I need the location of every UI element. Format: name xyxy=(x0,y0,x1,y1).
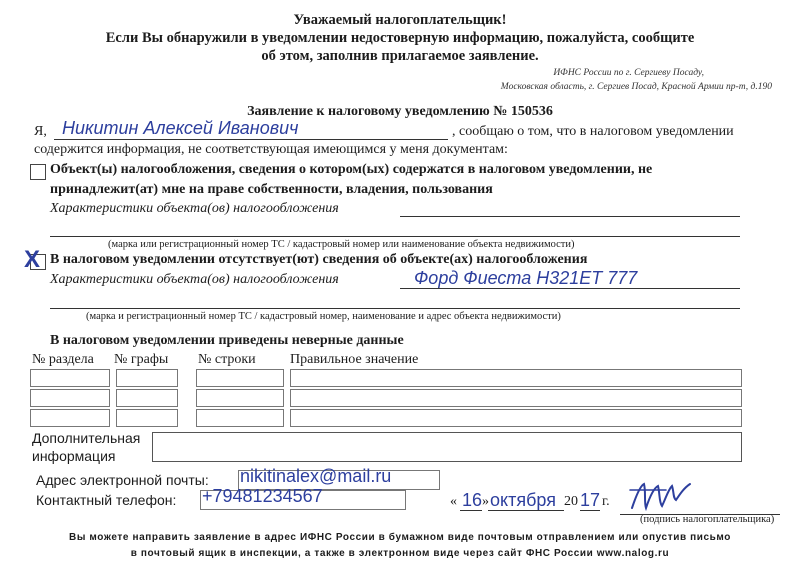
phone-value: +79481234567 xyxy=(202,486,323,506)
header-request-line: Если Вы обнаружили в уведомлении недостоверную информацию, пожалуйста, сообщите xyxy=(105,30,695,46)
header-request-line-2: об этом, заполнив прилагаемое заявление. xyxy=(261,48,539,64)
date-quote-open: « xyxy=(450,494,457,509)
row3-row-field[interactable] xyxy=(196,409,284,427)
row1-section-field[interactable] xyxy=(30,369,110,387)
row2-section-field[interactable] xyxy=(30,389,110,407)
option2-characteristics-label: Характеристики объекта(ов) налогообложения xyxy=(50,272,339,287)
date-day-field[interactable]: 16 xyxy=(462,490,483,510)
option1-characteristics-label: Характеристики объекта(ов) налогообложения xyxy=(50,201,339,216)
additional-label-line-2: информация xyxy=(32,448,116,464)
option2-text-line-1: В налоговом уведомлении отсутствует(ют) сведения об объекте(ах) налогообложения xyxy=(50,252,588,267)
phone-label: Контактный телефон: xyxy=(36,492,177,508)
date-year-prefix: 20 xyxy=(564,494,578,509)
form-title: Заявление к налоговому уведомлению № 150536 xyxy=(247,104,553,119)
ya-label: Я, xyxy=(34,124,47,139)
signature-icon xyxy=(626,478,696,516)
row3-value-field[interactable] xyxy=(290,409,742,427)
tax-office-address: Московская область, г. Сергиев Посад, Красной Армии пр-т, д.190 xyxy=(500,82,772,92)
email-label: Адрес электронной почты: xyxy=(36,472,209,488)
row3-column-field[interactable] xyxy=(116,409,178,427)
option2-characteristics-field[interactable]: Форд Фиеста Н321ЕТ 777 xyxy=(414,268,638,288)
row3-section-field[interactable] xyxy=(30,409,110,427)
tax-office-name: ИФНС России по г. Сергиеву Посаду, xyxy=(553,68,704,78)
option1-caption: (марка или регистрационный номер ТС / кадастровый номер или наименование объекта недвижимости) xyxy=(108,239,575,250)
header-greeting: Уважаемый налогоплательщик! xyxy=(293,12,507,28)
option2-caption: (марка и регистрационный номер ТС / кадастровый номер, наименование и адрес объекта недвижимости) xyxy=(86,311,561,322)
additional-label-line-1: Дополнительная xyxy=(32,430,141,446)
option1-text-line-2: принадлежит(ат) мне на праве собственности, владения, пользования xyxy=(50,182,493,197)
option2-check-mark: X xyxy=(24,246,41,273)
footer-line-1: Вы можете направить заявление в адрес ИФНС России в бумажном виде почтовым отправлением или опустив письмо xyxy=(69,532,731,543)
email-value: nikitinalex@mail.ru xyxy=(240,466,392,486)
row1-row-field[interactable] xyxy=(196,369,284,387)
intro-line-2: содержится информация, не соответствующая имеющимся у меня документам: xyxy=(34,142,508,157)
date-year-field[interactable]: 17 xyxy=(580,490,601,510)
row2-row-field[interactable] xyxy=(196,389,284,407)
date-month-field[interactable]: октября xyxy=(490,490,556,510)
row2-column-field[interactable] xyxy=(116,389,178,407)
intro-tail: , сообщаю о том, что в налоговом уведомлении xyxy=(452,124,734,139)
additional-info-field[interactable] xyxy=(152,432,742,462)
option1-text-line-1: Объект(ы) налогообложения, сведения о котором(ых) содержатся в налоговом уведомлении, не xyxy=(50,162,653,177)
row1-column-field[interactable] xyxy=(116,369,178,387)
footer-line-2: в почтовый ящик в инспекции, а также в электронном виде через сайт ФНС России www.nalog.ru xyxy=(130,548,670,559)
column-correct-value: Правильное значение xyxy=(290,352,419,367)
row2-value-field[interactable] xyxy=(290,389,742,407)
signature-caption: (подпись налогоплательщика) xyxy=(640,514,775,525)
row1-value-field[interactable] xyxy=(290,369,742,387)
date-quote-close: » xyxy=(482,494,489,509)
applicant-name-field[interactable]: Никитин Алексей Иванович xyxy=(62,118,299,138)
column-row: № строки xyxy=(198,352,256,367)
column-section: № раздела xyxy=(32,352,94,367)
wrong-data-heading: В налоговом уведомлении приведены неверные данные xyxy=(50,333,404,348)
option1-checkbox[interactable] xyxy=(30,164,46,180)
date-year-unit: г. xyxy=(602,494,610,509)
column-column: № графы xyxy=(114,352,169,367)
